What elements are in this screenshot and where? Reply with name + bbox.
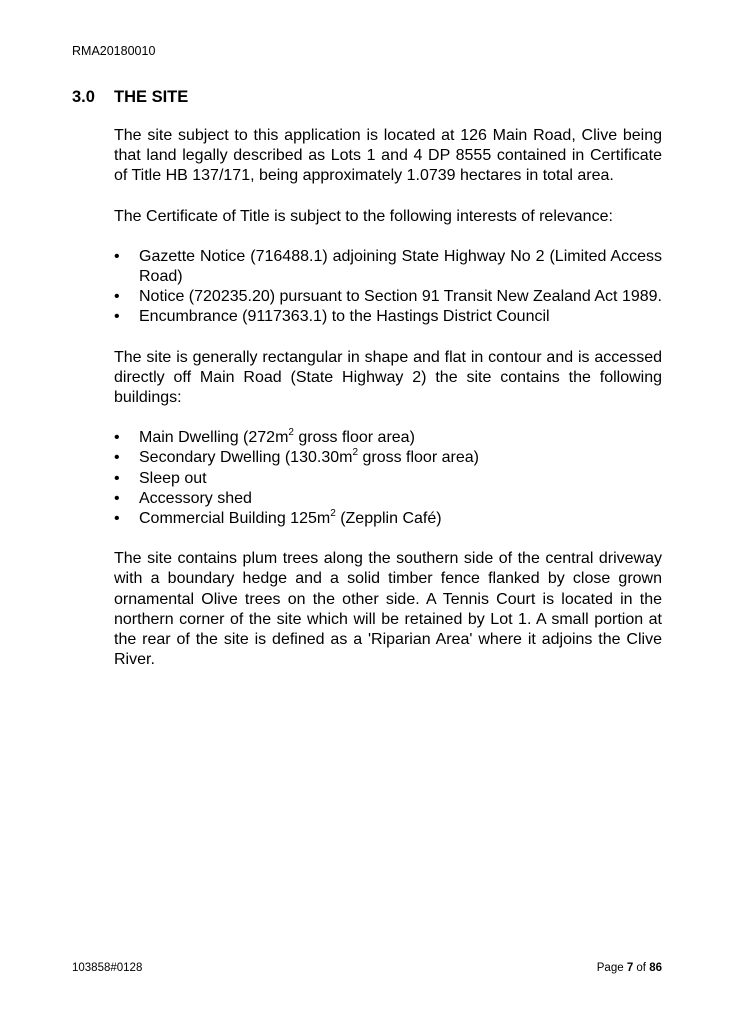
footer-page-number xyxy=(597,962,662,974)
list-item-text: Accessory shed xyxy=(139,489,252,507)
paragraph-site-location: The site subject to this application is located at 126 Main Road, Clive being that land legally described as Lots 1 and 4 DP 8555 contained in Certificate of Title HB 137/171, being approximately 1.0739 hectares in total area. xyxy=(114,127,662,185)
list-item-text xyxy=(139,449,479,466)
building-text: gross floor area) xyxy=(293,429,415,447)
page-total: 86 xyxy=(649,962,662,974)
list-item-text xyxy=(139,426,415,447)
list-item xyxy=(114,469,662,489)
superscript: 2 xyxy=(288,426,294,438)
list-item-text: Sleep out xyxy=(139,469,207,487)
buildings-list xyxy=(114,428,662,529)
list-item xyxy=(114,509,662,529)
section-title: THE SITE xyxy=(114,88,189,106)
superscript: 2 xyxy=(330,507,336,519)
building-text: gross floor area) xyxy=(358,449,479,467)
list-item xyxy=(114,428,662,448)
footer-document-id: 103858#0128 xyxy=(72,962,143,974)
list-item-text xyxy=(139,507,442,528)
bullet-icon: • xyxy=(114,429,120,447)
paragraph-site-features: The site contains plum trees along the southern side of the central driveway with a boundary hedge and a solid timber fence flanked by close grown ornamental Olive trees on the other side. A Tennis Court is located in the northern corner of the site which will be retained by Lot 1. A small portion at the rear of the site is defined as a 'Riparian Area' where it adjoins the Clive River. xyxy=(114,550,662,669)
list-item xyxy=(114,307,662,327)
building-text: (Zepplin Café) xyxy=(335,510,442,528)
section-body xyxy=(114,126,662,690)
interests-list xyxy=(114,247,662,328)
list-item xyxy=(114,287,662,307)
list-item xyxy=(114,247,662,287)
building-text: Main Dwelling (272m xyxy=(139,429,289,447)
page-label: Page xyxy=(596,962,627,974)
building-text: Commercial Building 125m xyxy=(139,510,331,528)
paragraph-title-interests-intro: The Certificate of Title is subject to the following interests of relevance: xyxy=(114,207,613,225)
building-text: Secondary Dwelling (130.30m xyxy=(139,449,353,467)
section-number: 3.0 xyxy=(72,88,95,106)
bullet-icon: • xyxy=(114,308,120,326)
paragraph-site-shape: The site is generally rectangular in shape and flat in contour and is accessed directly off Main Road (State Highway 2) the site contains the following buildings: xyxy=(114,348,662,407)
section-heading xyxy=(72,88,188,107)
list-item-text: Notice (720235.20) pursuant to Section 91 Transit New Zealand Act 1989. xyxy=(139,288,662,306)
list-item-text: Encumbrance (9117363.1) to the Hastings District Council xyxy=(139,308,550,326)
bullet-icon: • xyxy=(114,247,120,265)
list-item xyxy=(114,448,662,468)
superscript: 2 xyxy=(352,447,359,459)
bullet-icon: • xyxy=(114,449,120,467)
page-of-label: of xyxy=(633,962,650,974)
list-item xyxy=(114,489,662,509)
list-item-text: Gazette Notice (716488.1) adjoining State Highway No 2 (Limited Access Road) xyxy=(139,247,662,286)
page-current: 7 xyxy=(626,962,634,974)
document-reference: RMA20180010 xyxy=(72,44,156,58)
bullet-icon: • xyxy=(114,489,120,507)
bullet-icon: • xyxy=(114,288,120,306)
bullet-icon: • xyxy=(114,510,120,528)
bullet-icon: • xyxy=(114,469,120,487)
